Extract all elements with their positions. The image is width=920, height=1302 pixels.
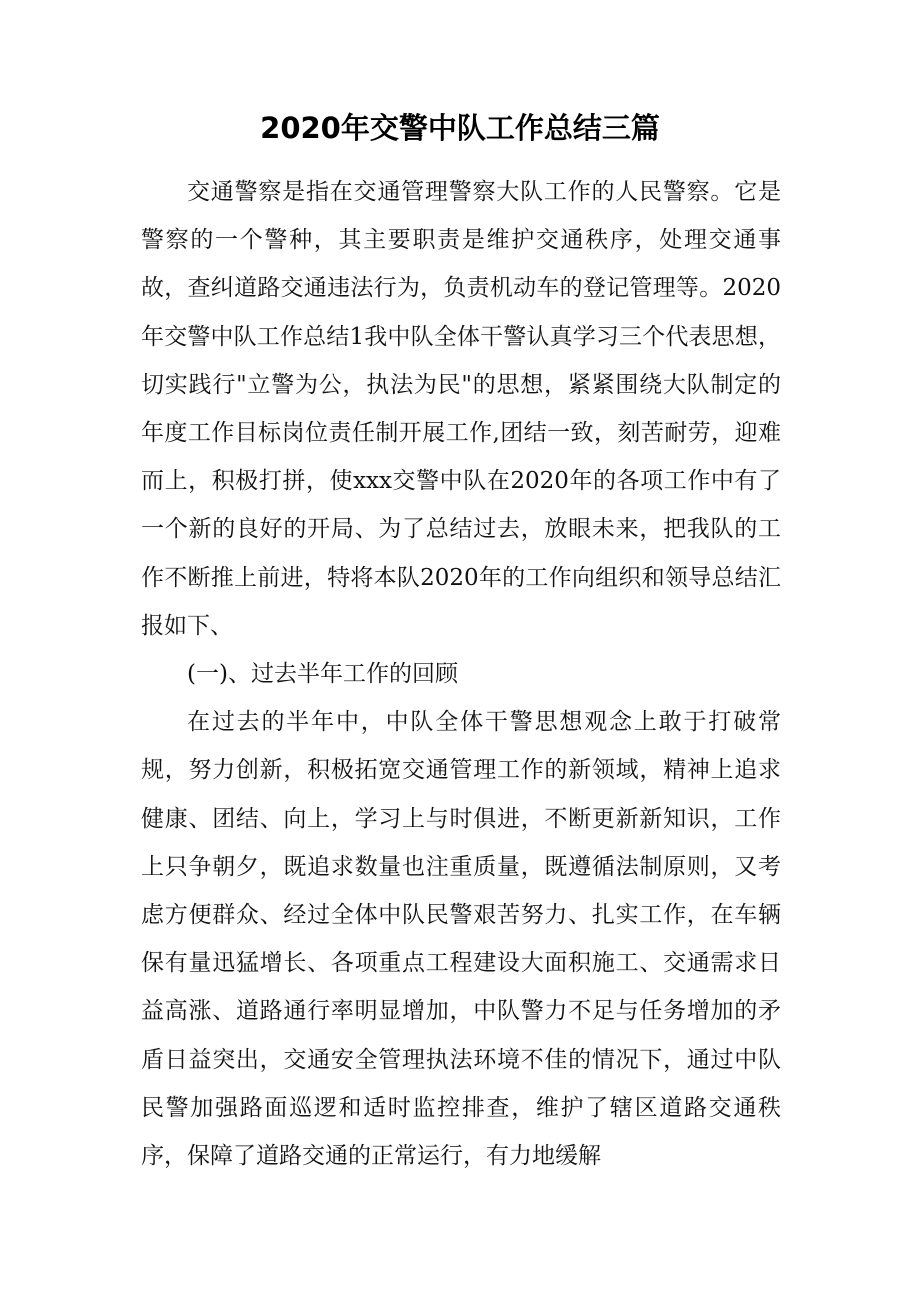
document-title: 2020年交警中队工作总结三篇 <box>260 111 660 145</box>
paragraph-intro: 交通警察是指在交通管理警察大队工作的人民警察。它是警察的一个警种，其主要职责是维护交通秩序，处理交通事故，查纠道路交通违法行为，负责机动车的登记管理等。2020年交警中队工作总结1我中队全体干警认真学习三个代表思想，切实践行"立警为公，执法为民"的思想，紧紧围绕大队制定的年度工作目标岗位责任制开展工作,团结一致，刻苦耐劳，迎难而上，积极打拼，使xxx交警中队在2020年的各项工作中有了一个新的良好的开局、为了总结过去，放眼未来，把我队的工作不断推上前进，特将本队2020年的工作向组织和领导总结汇报如下、 <box>141 179 781 639</box>
document-body <box>141 168 781 1180</box>
paragraph-section-heading: (一)、过去半年工作的回顾 <box>187 661 458 688</box>
paragraph-review: 在过去的半年中，中队全体干警思想观念上敢于打破常规，努力创新，积极拓宽交通管理工作的新领域，精神上追求健康、团结、向上，学习上与时俱进，不断更新新知识，工作上只争朝夕，既追求数量也注重质量，既遵循法制原则，又考虑方便群众、经过全体中队民警艰苦努力、扎实工作，在车辆保有量迅猛增长、各项重点工程建设大面积施工、交通需求日益高涨、道路通行率明显增加，中队警力不足与任务增加的矛盾日益突出，交通安全管理执法环境不佳的情况下，通过中队民警加强路面巡逻和适时监控排查，维护了辖区道路交通秩序，保障了道路交通的正常运行，有力地缓解 <box>141 709 781 1170</box>
